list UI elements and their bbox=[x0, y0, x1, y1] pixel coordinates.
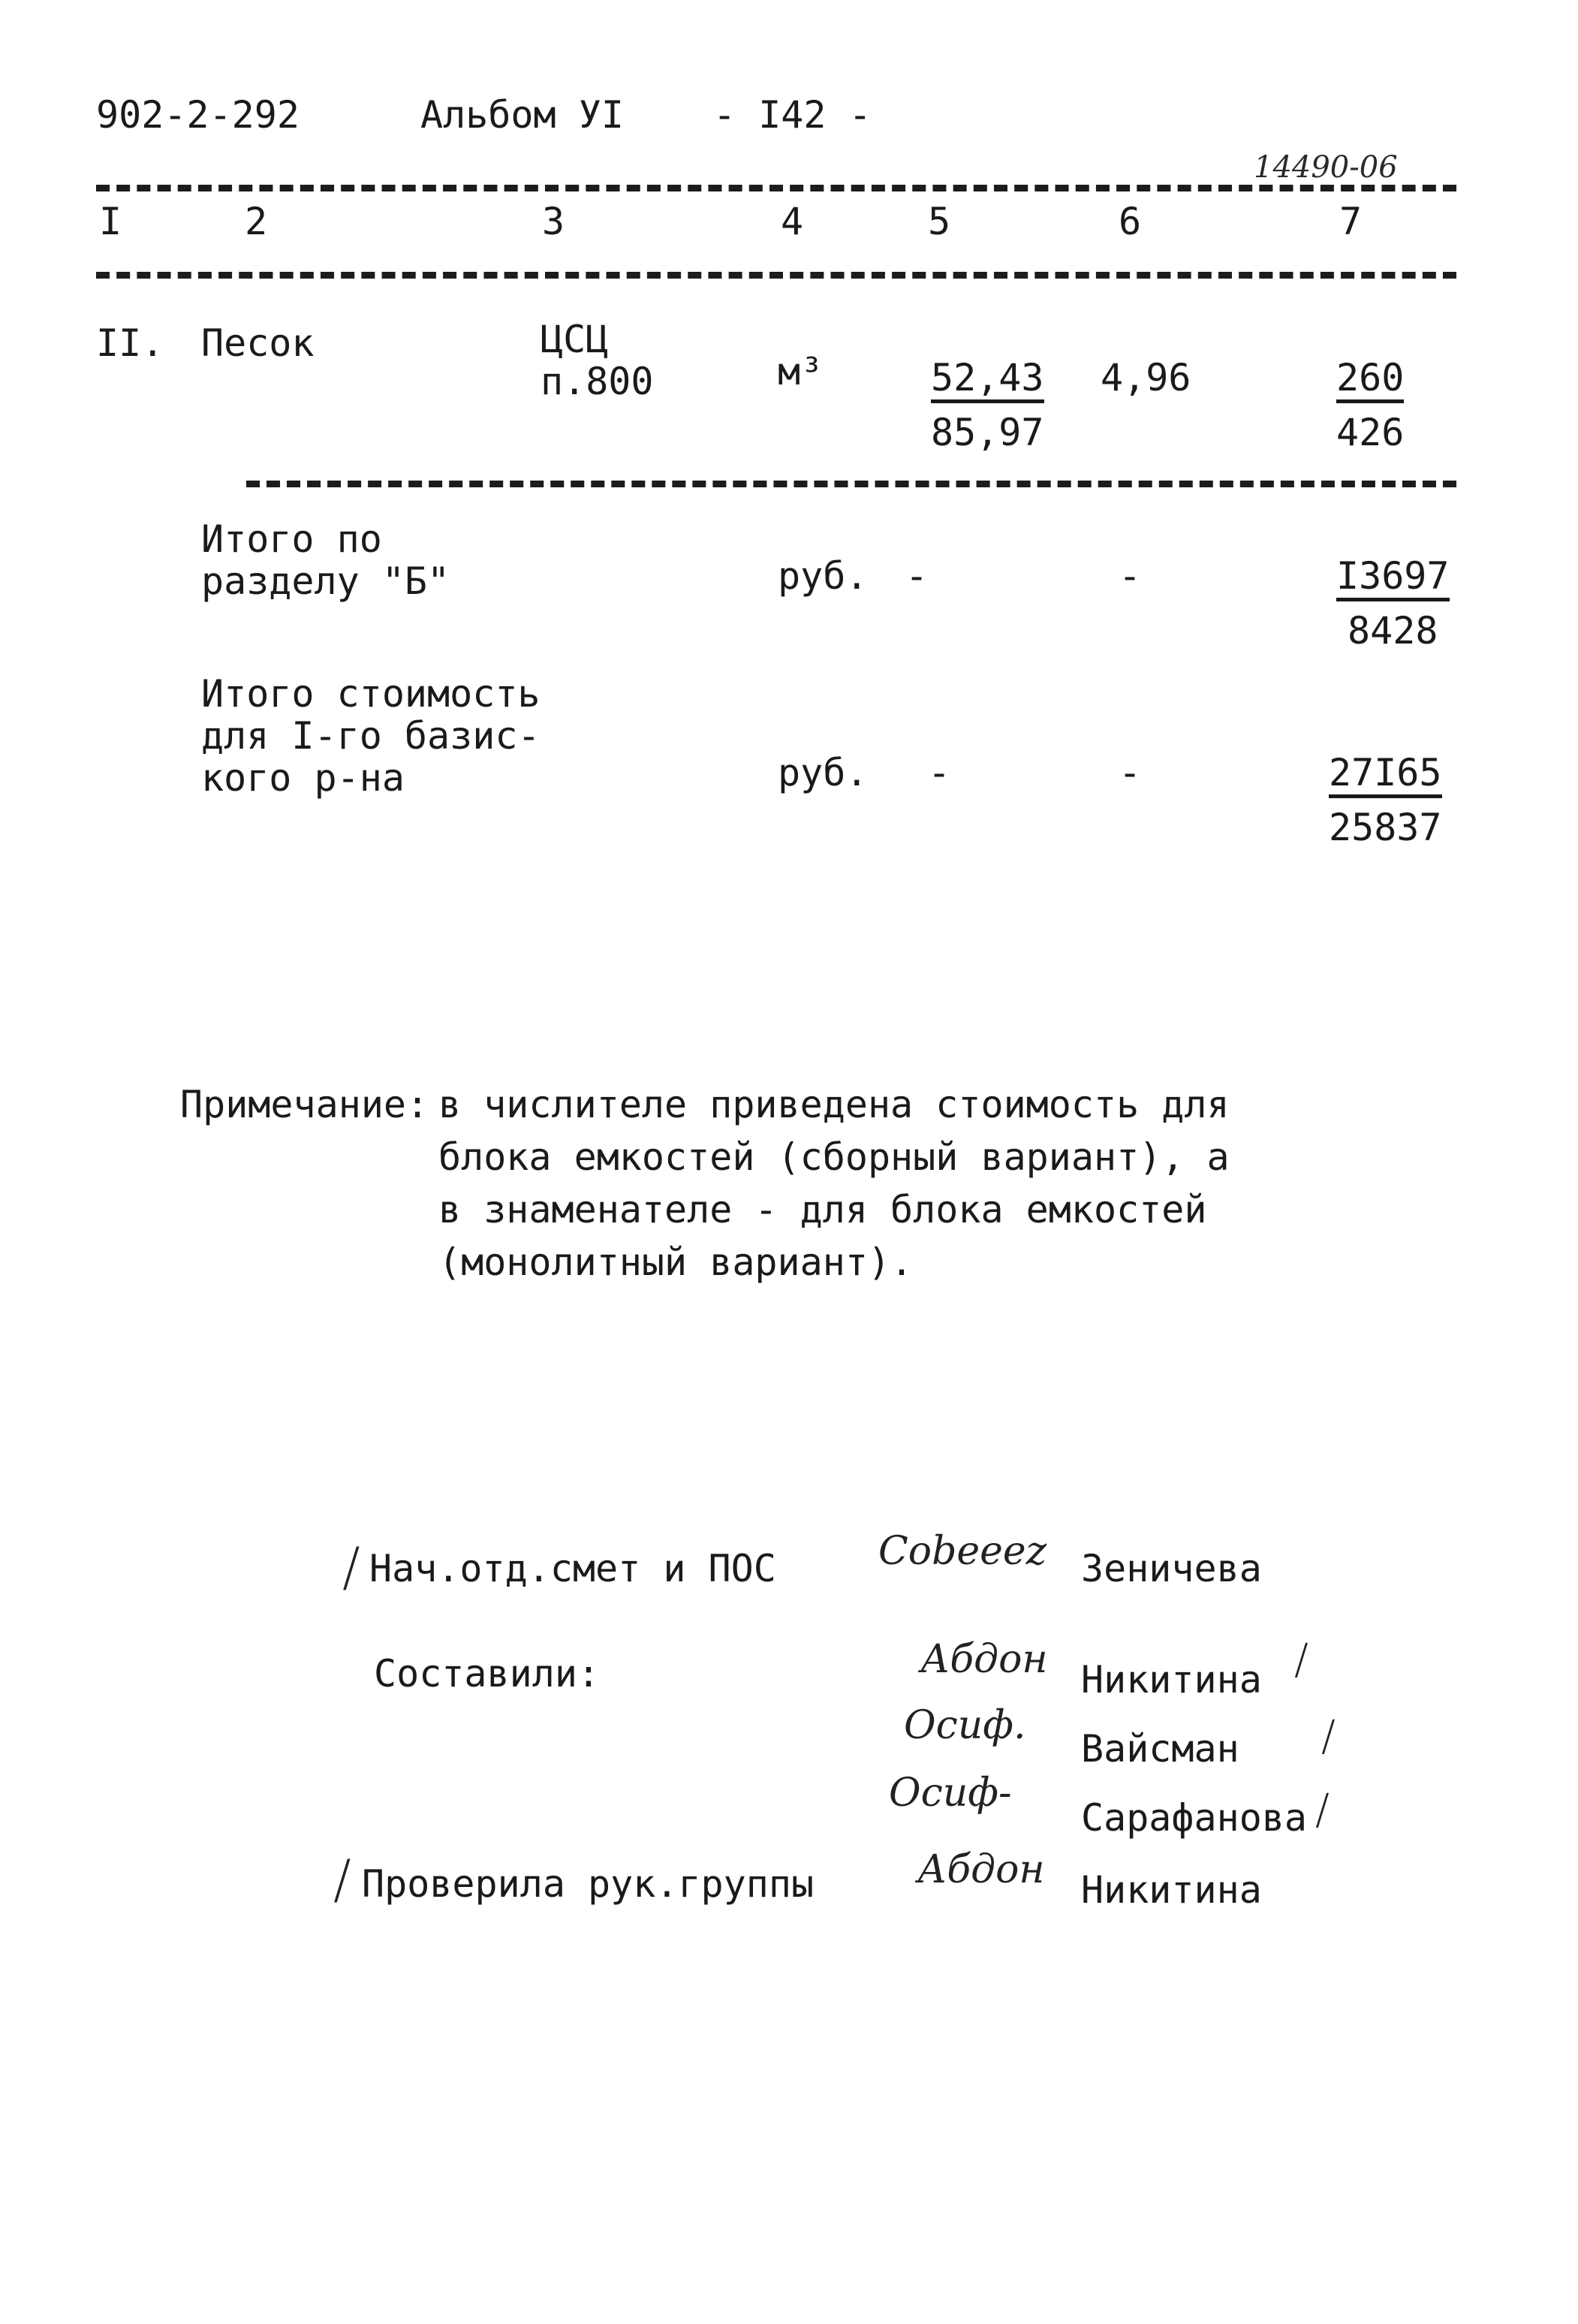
compiled-name-1: Никитина bbox=[1081, 1658, 1262, 1702]
head-name: Зеничева bbox=[1081, 1547, 1262, 1590]
grandtotal-unit: руб. bbox=[778, 751, 869, 794]
grandtotal-total-numerator: 27I65 bbox=[1329, 754, 1442, 798]
subtotal-unit: руб. bbox=[778, 554, 869, 598]
page-number: - I42 - bbox=[713, 93, 872, 137]
row-quantity bbox=[931, 356, 1044, 454]
column-number-7: 7 bbox=[1339, 200, 1363, 243]
row-price: 4,96 bbox=[1101, 356, 1191, 399]
subtotal-total bbox=[1336, 554, 1450, 653]
compiled-role: Составили: bbox=[374, 1652, 601, 1696]
note-line-1: в числителе приведена стоимость для bbox=[438, 1083, 1230, 1126]
row-source: ЦСЦ п.800 bbox=[541, 318, 654, 403]
compiled-signature-2: Осиф. bbox=[904, 1703, 1026, 1748]
note-label: Примечание: bbox=[180, 1083, 429, 1126]
note-line-2: блока емкостей (сборный вариант), а bbox=[438, 1135, 1230, 1179]
row-total bbox=[1336, 356, 1405, 454]
note-line-3: в знаменателе - для блока емкостей bbox=[438, 1188, 1207, 1231]
head-role: Нач.отд.смет и ПОС bbox=[369, 1547, 776, 1590]
checked-signature: Абдон bbox=[917, 1847, 1045, 1892]
album-label: Альбом УI bbox=[420, 93, 624, 137]
row-total-denominator: 426 bbox=[1336, 411, 1405, 454]
header-bottom-rule bbox=[96, 272, 1456, 279]
head-signature: Cobeeez bbox=[878, 1529, 1047, 1574]
checked-name: Никитина bbox=[1081, 1868, 1262, 1912]
subtotal-total-denominator: 8428 bbox=[1348, 609, 1438, 653]
checked-role: Проверила рук.группы bbox=[362, 1862, 815, 1906]
grandtotal-total-denominator: 25837 bbox=[1329, 806, 1442, 849]
column-number-1: I bbox=[99, 200, 122, 243]
subtotal-col5: - bbox=[905, 554, 929, 598]
compiled-slash-3: / bbox=[1315, 1786, 1330, 1834]
grandtotal-col6: - bbox=[1119, 751, 1142, 794]
row-unit: м³ bbox=[778, 350, 824, 393]
project-code: 902-2-292 bbox=[96, 93, 300, 137]
subtotal-label: Итого по разделу "Б" bbox=[201, 517, 450, 603]
compiled-signature-1: Абдон bbox=[920, 1637, 1048, 1682]
subtotal-total-numerator: I3697 bbox=[1336, 557, 1450, 601]
compiled-slash-1: / bbox=[1294, 1635, 1308, 1684]
grandtotal-label: Итого стоимость для I-го базис- кого р-на bbox=[201, 672, 541, 800]
reference-number: 14490-06 bbox=[1254, 150, 1398, 185]
head-slash-mark: / bbox=[342, 1536, 360, 1598]
subtotal-col6: - bbox=[1119, 554, 1142, 598]
row-number: II. bbox=[96, 321, 164, 365]
compiled-signature-3: Осиф- bbox=[889, 1771, 1012, 1816]
column-number-6: 6 bbox=[1119, 200, 1142, 243]
row-quantity-denominator: 85,97 bbox=[931, 411, 1044, 454]
grandtotal-total bbox=[1329, 751, 1442, 849]
column-number-4: 4 bbox=[781, 200, 804, 243]
column-number-3: 3 bbox=[542, 200, 565, 243]
row-separator-rule bbox=[246, 481, 1456, 487]
column-number-5: 5 bbox=[928, 200, 951, 243]
header-top-rule bbox=[96, 185, 1456, 191]
note-body bbox=[438, 1083, 1230, 1289]
row-name: Песок bbox=[201, 321, 315, 365]
note-line-4: (монолитный вариант). bbox=[438, 1240, 914, 1284]
checked-slash-mark: / bbox=[333, 1849, 351, 1910]
compiled-slash-2: / bbox=[1321, 1712, 1336, 1761]
compiled-name-3: Сарафанова bbox=[1081, 1796, 1308, 1840]
row-quantity-numerator: 52,43 bbox=[931, 359, 1044, 403]
grandtotal-col5: - bbox=[928, 751, 951, 794]
row-total-numerator: 260 bbox=[1336, 359, 1404, 403]
compiled-name-2: Вайсман bbox=[1081, 1727, 1239, 1771]
column-number-2: 2 bbox=[245, 200, 268, 243]
